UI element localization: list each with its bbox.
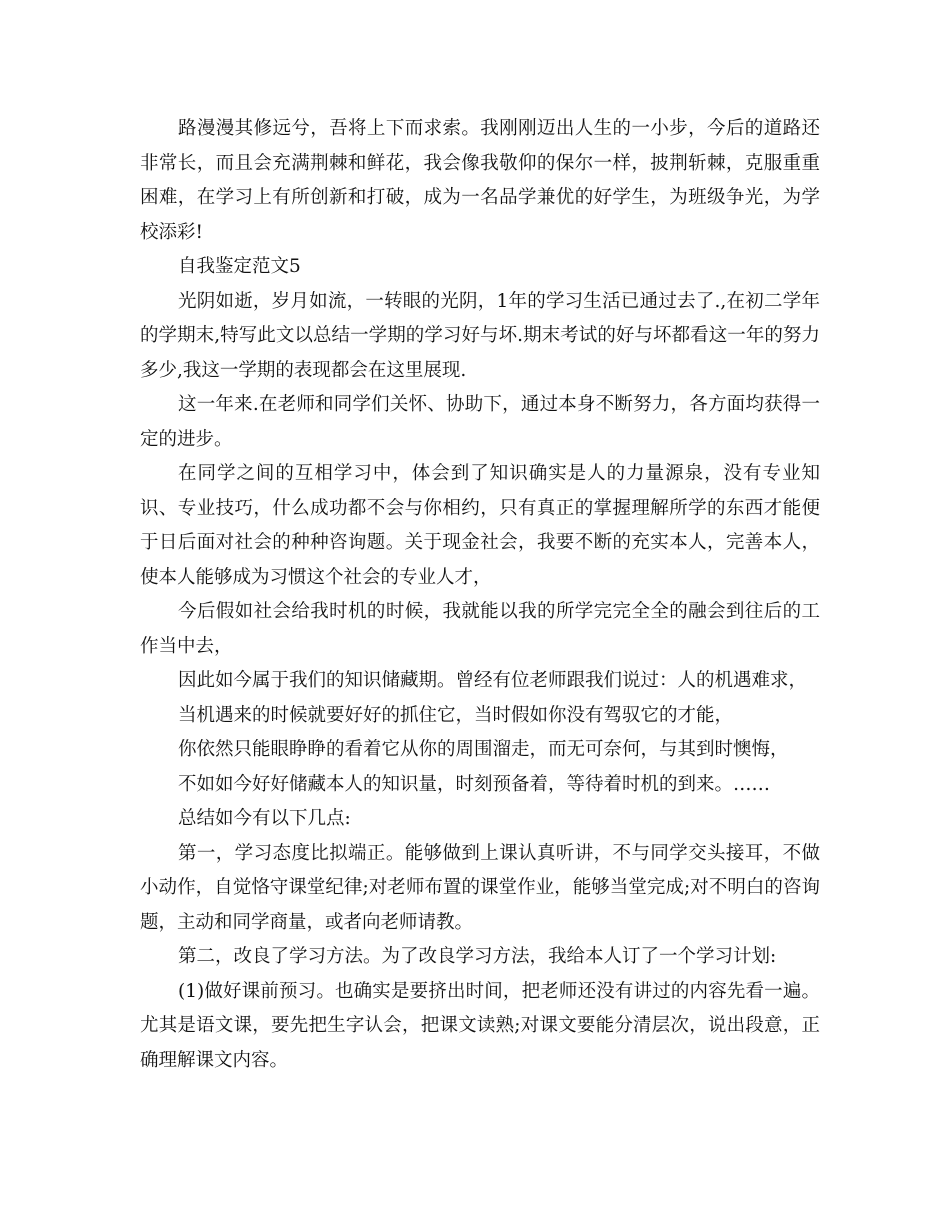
- document-body: [140, 112, 820, 1078]
- paragraph-opportunity: 当机遇来的时候就要好好的抓住它，当时假如你没有驾驭它的才能，: [178, 704, 734, 726]
- paragraph-conclusion: 路漫漫其修远兮，吾将上下而求索。我刚刚迈出人生的一小步，今后的道路还非常长，而且会充满荆棘和鲜花，我会像我敬仰的保尔一样，披荆斩棘，克服重重困难，在学习上有所创新和打破，成为一名品学兼优的好学生，为班级争光，为学校添彩!: [140, 118, 820, 243]
- paragraph-storage-period: 因此如今属于我们的知识储藏期。曾经有位老师跟我们说过：人的机遇难求，: [178, 670, 808, 691]
- paragraph-progress: 这一年来.在老师和同学们关怀、协助下，通过本身不断努力，各方面均获得一定的进步。: [140, 394, 820, 450]
- paragraph-point-two: 第二，改良了学习方法。为了改良学习方法，我给本人订了一个学习计划:: [178, 946, 777, 967]
- paragraph-preview: (1)做好课前预习。也确实是要挤出时间，把老师还没有讲过的内容先看一遍。尤其是语文课，要先把生字认会，把课文读熟;对课文要能分清层次，说出段意，正确理解课文内容。: [140, 980, 820, 1071]
- paragraph-intro: 光阴如逝，岁月如流，一转眼的光阴，1年的学习生活已通过去了.,在初二学年的学期末,特写此文以总结一学期的学习好与坏.期末考试的好与坏都看这一年的努力多少,我这一学期的表现都会在这里展现.: [140, 290, 820, 381]
- paragraph-point-one: 第一，学习态度比拟端正。能够做到上课认真听讲，不与同学交头接耳，不做小动作，自觉恪守课堂纪律;对老师布置的课堂作业，能够当堂完成;对不明白的咨询题，主动和同学商量，或者向老师请教。: [140, 842, 820, 933]
- paragraph-prepare: 不如如今好好储藏本人的知识量，时刻预备着，等待着时机的到来。……: [178, 773, 771, 795]
- paragraph-summary-intro: 总结如今有以下几点:: [178, 808, 351, 829]
- paragraph-knowledge: 在同学之间的互相学习中，体会到了知识确实是人的力量源泉，没有专业知识、专业技巧，什么成功都不会与你相约，只有真正的掌握理解所学的东西才能便于日后面对社会的种种咨询题。关于现金社会，我要不断的充实本人，完善本人，使本人能够成为习惯这个社会的专业人才，: [140, 463, 820, 588]
- paragraph-future: 今后假如社会给我时机的时候，我就能以我的所学完完全全的融会到往后的工作当中去，: [140, 601, 820, 657]
- paragraph-regret: 你依然只能眼睁睁的看着它从你的周围溜走，而无可奈何，与其到时懊悔，: [178, 739, 789, 760]
- section-heading: 自我鉴定范文5: [178, 256, 301, 277]
